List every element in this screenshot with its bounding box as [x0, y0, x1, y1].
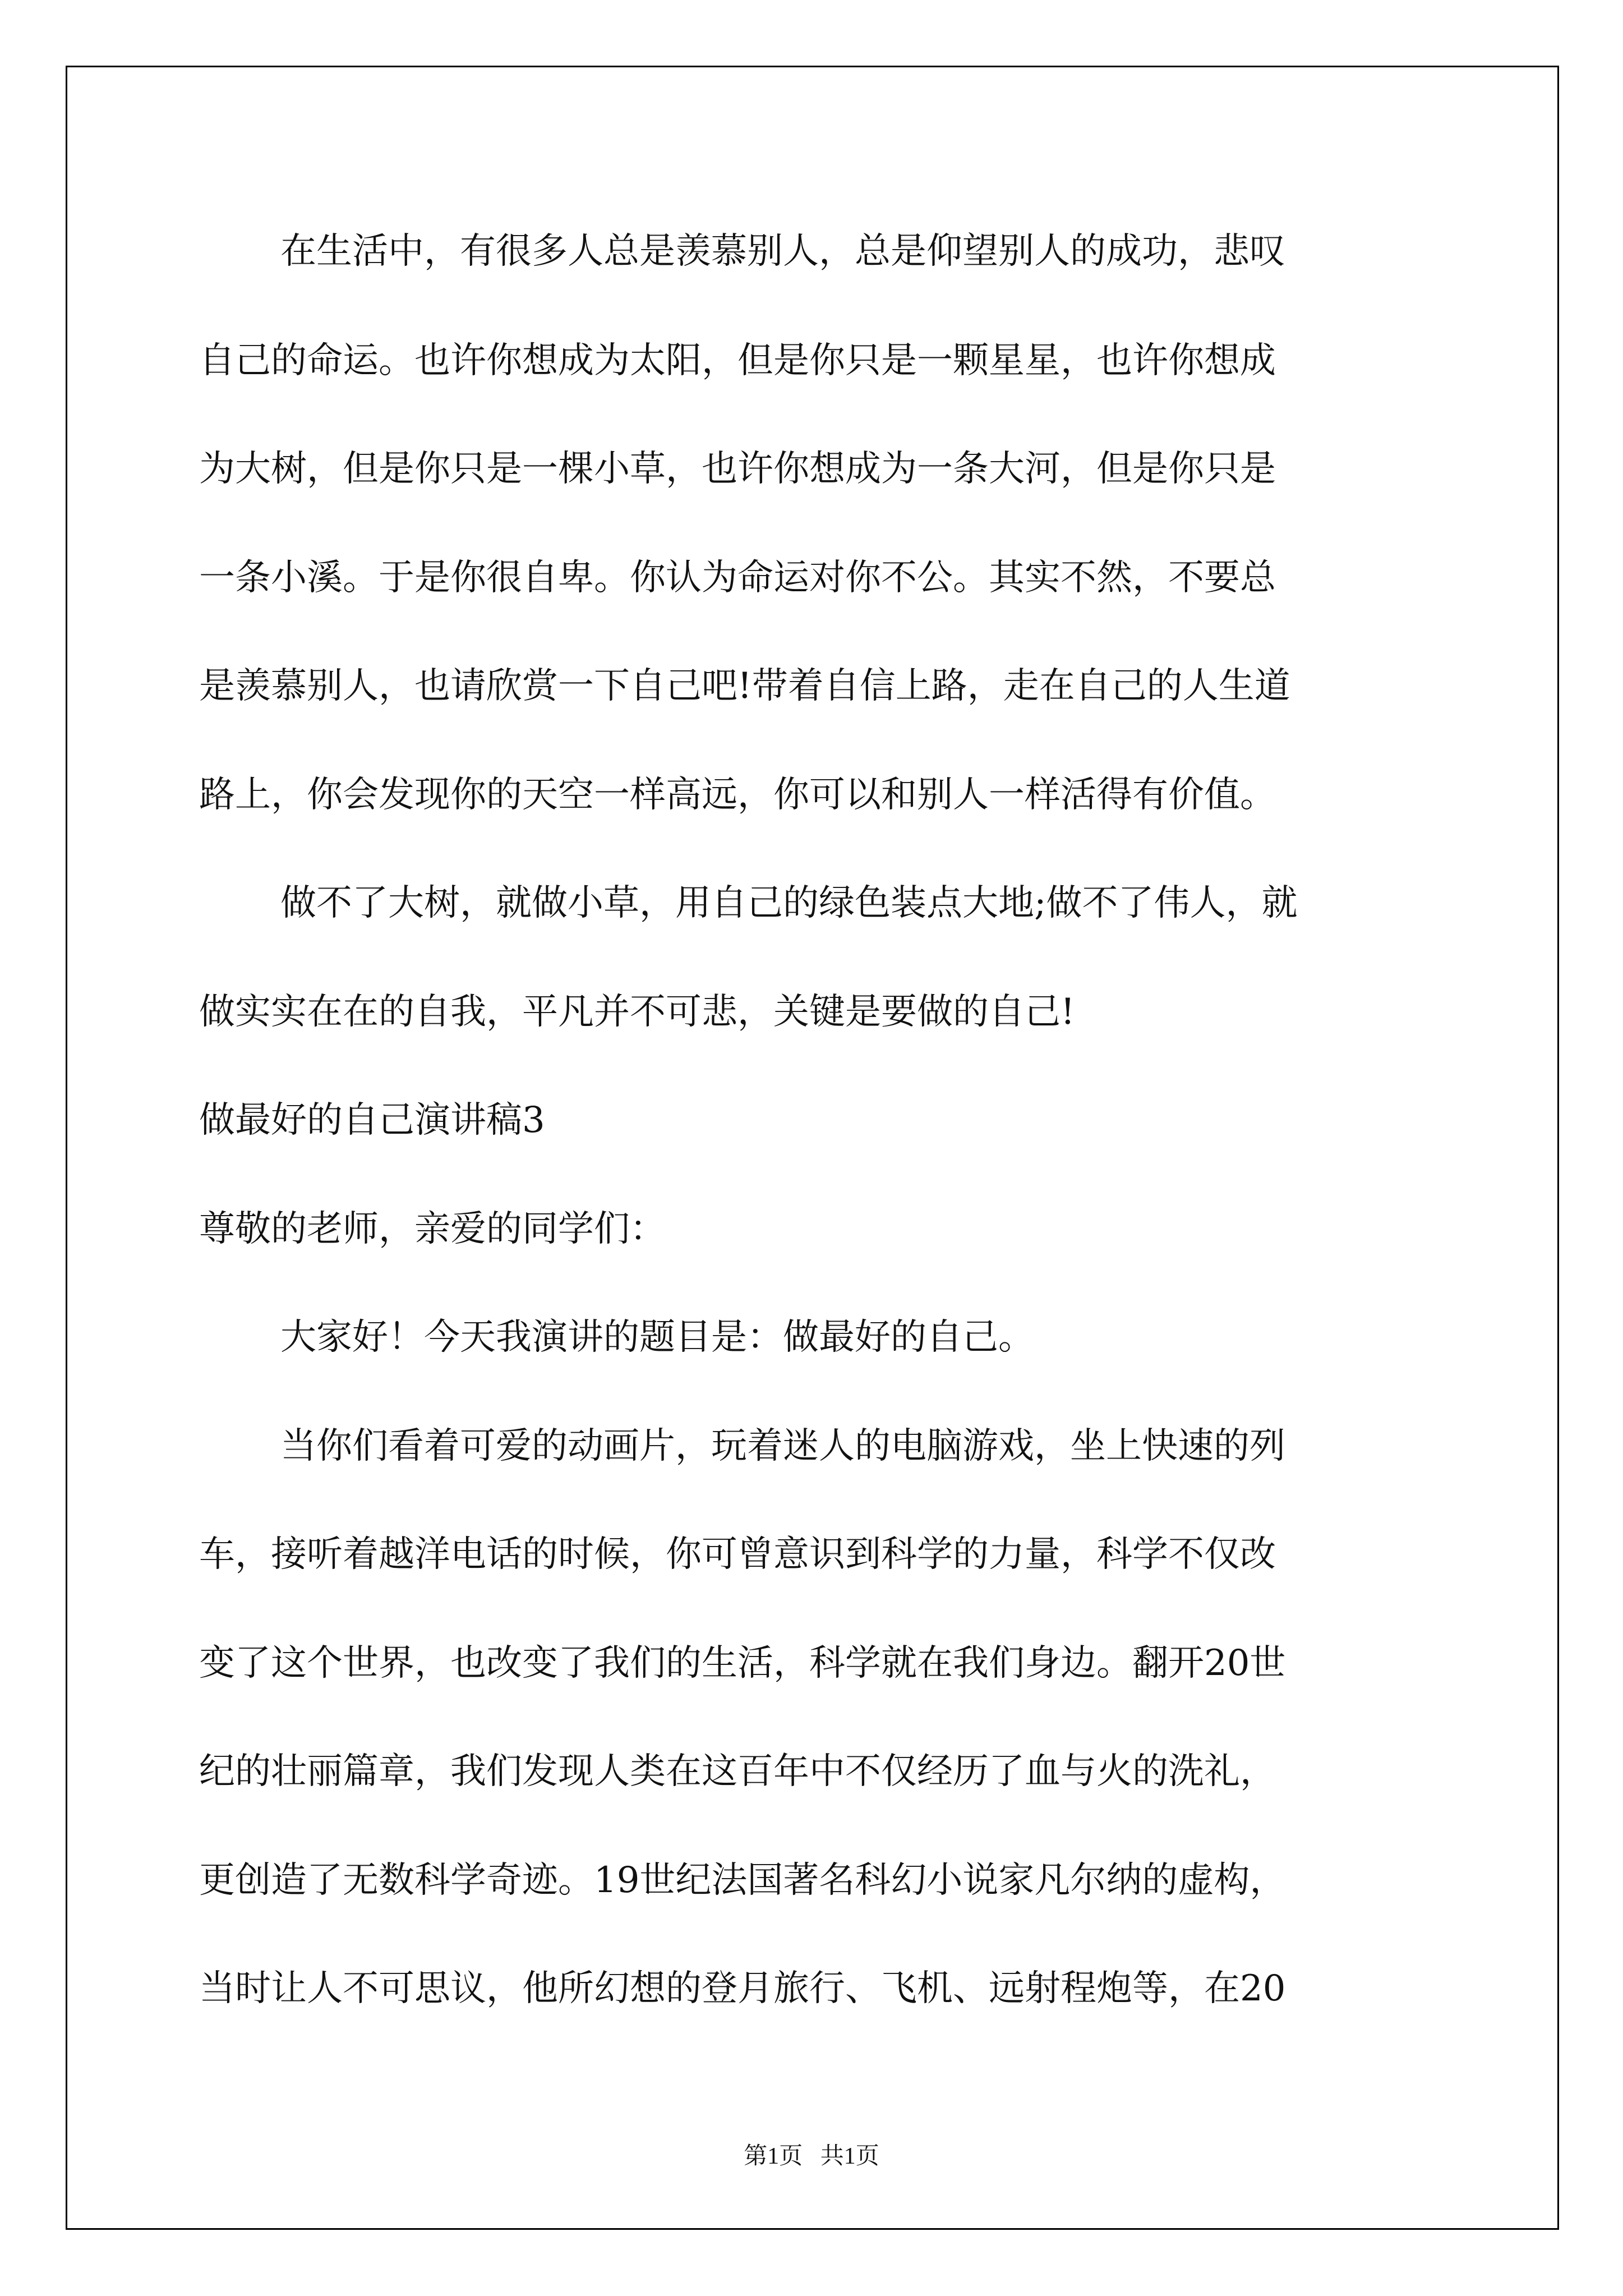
- paragraph-line: 为大树，但是你只是一棵小草，也许你想成为一条大河，但是你只是: [199, 448, 1276, 490]
- paragraph-line: 自己的命运。也许你想成为太阳，但是你只是一颗星星，也许你想成: [199, 340, 1276, 381]
- paragraph-line: 做实实在在的自我，平凡并不可悲，关键是要做的自己!: [199, 991, 1075, 1033]
- paragraph-line: 做不了大树，就做小草，用自己的绿色装点大地;做不了伟人，就: [280, 882, 1298, 924]
- paragraph-line: 当你们看着可爱的动画片，玩着迷人的电脑游戏，坐上快速的列: [280, 1425, 1285, 1467]
- paragraph-line: 一条小溪。于是你很自卑。你认为命运对你不公。其实不然，不要总: [199, 557, 1276, 599]
- paragraph-line: 大家好！今天我演讲的题目是：做最好的自己。: [280, 1317, 1034, 1358]
- paragraph-line: 在生活中，有很多人总是羡慕别人，总是仰望别人的成功，悲叹: [280, 231, 1285, 272]
- paragraph-line: 当时让人不可思议，他所幻想的登月旅行、飞机、远射程炮等，在20: [199, 1968, 1286, 2009]
- section-heading: 做最好的自己演讲稿3: [199, 1099, 545, 1141]
- salutation: 尊敬的老师，亲爱的同学们：: [199, 1208, 666, 1250]
- paragraph-line: 变了这个世界，也改变了我们的生活，科学就在我们身边。翻开20世: [199, 1642, 1286, 1684]
- page-footer: 第1页 共1页: [744, 2143, 879, 2169]
- paragraph-line: 纪的壮丽篇章，我们发现人类在这百年中不仅经历了血与火的洗礼，: [199, 1751, 1276, 1792]
- paragraph-line: 路上，你会发现你的天空一样高远，你可以和别人一样活得有价值。: [199, 774, 1276, 816]
- paragraph-line: 更创造了无数科学奇迹。19世纪法国著名科幻小说家凡尔纳的虚构，: [199, 1860, 1286, 1901]
- paragraph-line: 车，接听着越洋电话的时候，你可曾意识到科学的力量，科学不仅改: [199, 1534, 1276, 1575]
- paragraph-line: 是羡慕别人，也请欣赏一下自己吧!带着自信上路，走在自己的人生道: [199, 665, 1290, 707]
